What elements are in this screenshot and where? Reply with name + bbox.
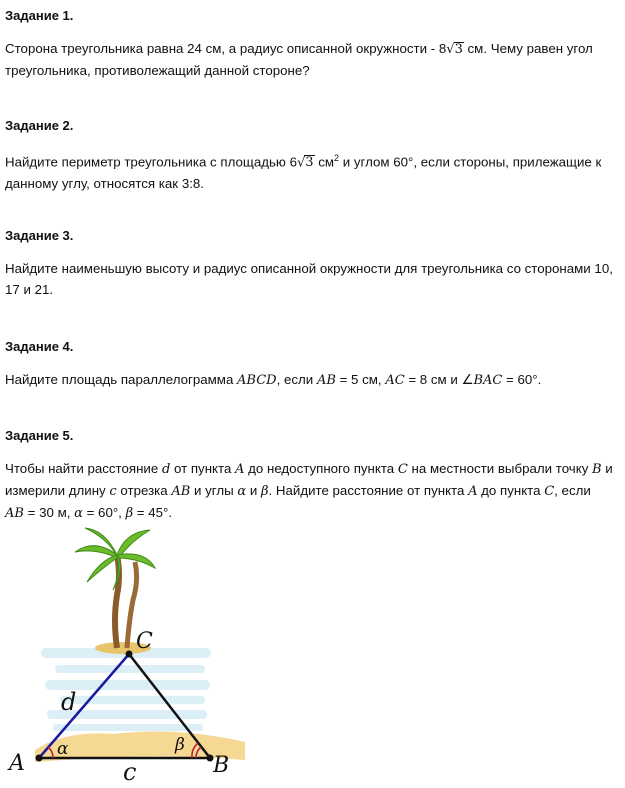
label-c-point: C [136, 629, 153, 654]
task-5-math: c [109, 484, 117, 499]
task-3-text [5, 258, 617, 300]
task-5-math: α [74, 506, 83, 521]
label-d: d [61, 688, 77, 716]
task-4 [5, 339, 617, 391]
task-5-text-part: до пункта [477, 483, 545, 498]
task-5-math: A [235, 462, 245, 477]
task-5-text-part: до недоступного пункта [244, 461, 398, 476]
task-3-text-line1: Найдите наименьшую высоту и радиус описанной окружности для треугольника со сторонами 10, [5, 261, 613, 276]
task-4-text-part: Найдите площадь параллелограмма [5, 372, 238, 387]
task-5-math: β [260, 484, 269, 499]
task-3 [5, 228, 617, 300]
task-2-text: Найдите периметр треугольника с площадью 6√3 $см^2$ и углом 60°, если стороны, прилежащие к данному углу, относятся как 3:8. [5, 153, 602, 192]
task-5 [5, 428, 617, 524]
task-2-text-line2: данному углу, относятся как 3:8. [5, 176, 204, 192]
label-beta: β [175, 735, 185, 755]
point-c [126, 651, 133, 658]
task-5-math: AB [171, 484, 191, 499]
task-5-text-part: и углы [190, 483, 238, 498]
task-5-text-part: Чтобы найти расстояние [5, 461, 162, 476]
task-1-text-part: Сторона треугольника равна 24 см, а радиус описанной окружности - 8 [5, 41, 447, 56]
task-2-title: Задание 2. [5, 118, 74, 133]
label-a: A [9, 751, 25, 776]
task-4-title: Задание 4. [5, 339, 74, 354]
task-5-text-part: . Найдите расстояние от пункта [268, 483, 469, 498]
task-5-math: B [592, 462, 602, 477]
task-5-text-part: измерили длину [5, 483, 110, 498]
task-1 [5, 8, 617, 81]
triangle-figure [5, 520, 265, 782]
task-5-math: d [161, 462, 171, 477]
palm-leaves [75, 528, 155, 590]
task-5-text [5, 458, 617, 524]
task-5-math: C [397, 462, 408, 477]
task-5-text-part: = 60°, [82, 505, 126, 520]
task-4-text-part: = 5 см, [335, 372, 386, 387]
task-5-math: β [125, 506, 134, 521]
task-2-text-part: и углом 60°, если стороны, прилежащие к [339, 154, 602, 170]
task-4-math: BAC [473, 373, 503, 388]
task-5-math: α [237, 484, 247, 499]
task-2-sqrt: 3 [305, 155, 314, 171]
task-5-text-part: = 30 м, [23, 505, 75, 520]
task-5-math: AB [5, 506, 24, 521]
task-3-title: Задание 3. [5, 228, 74, 243]
task-2-sup: 2 [334, 153, 340, 163]
task-5-text-part: и [601, 461, 613, 476]
task-5-text-part: от пункта [170, 461, 236, 476]
task-4-text-part: = 8 см и ∠ [404, 372, 474, 387]
task-2-text-part: Найдите периметр треугольника с площадью 6 [5, 154, 297, 170]
task-1-text: Сторона треугольника равна 24 см, а радиус описанной окружности - 8√3 см. Чему равен угол треугольника, противолежащий данной стороне? [5, 41, 593, 78]
task-4-text-part: = 60°. [502, 372, 542, 387]
task-1-title: Задание 1. [5, 8, 74, 23]
task-5-math: C [544, 484, 555, 499]
task-4-math: AB [316, 373, 336, 388]
task-1-sqrt: 3 [454, 42, 463, 57]
task-5-text-part: , если [554, 483, 591, 498]
task-4-text [5, 369, 617, 391]
task-2-text-part: см [314, 154, 335, 170]
task-5-text-part: и [246, 483, 261, 498]
task-5-text-part: = 45°. [133, 505, 173, 520]
task-4-math: ABCD [237, 373, 277, 388]
label-b: B [213, 753, 230, 778]
task-4-text-part: , если [276, 372, 317, 387]
task-3-text-line2: 17 и 21. [5, 282, 54, 297]
task-1-text-line2: треугольника, противолежащий данной стороне? [5, 63, 310, 78]
point-a [36, 755, 43, 762]
task-5-text-part: отрезка [116, 483, 172, 498]
label-alpha: α [57, 739, 69, 759]
label-c-side: c [123, 758, 137, 782]
task-5-math: A [468, 484, 478, 499]
task-5-title: Задание 5. [5, 428, 74, 443]
task-2 [5, 118, 617, 194]
task-5-text-part: на местности выбрали точку [407, 461, 593, 476]
task-4-math: AC [385, 373, 405, 388]
task-1-text-part: см. Чему равен угол [463, 41, 593, 56]
